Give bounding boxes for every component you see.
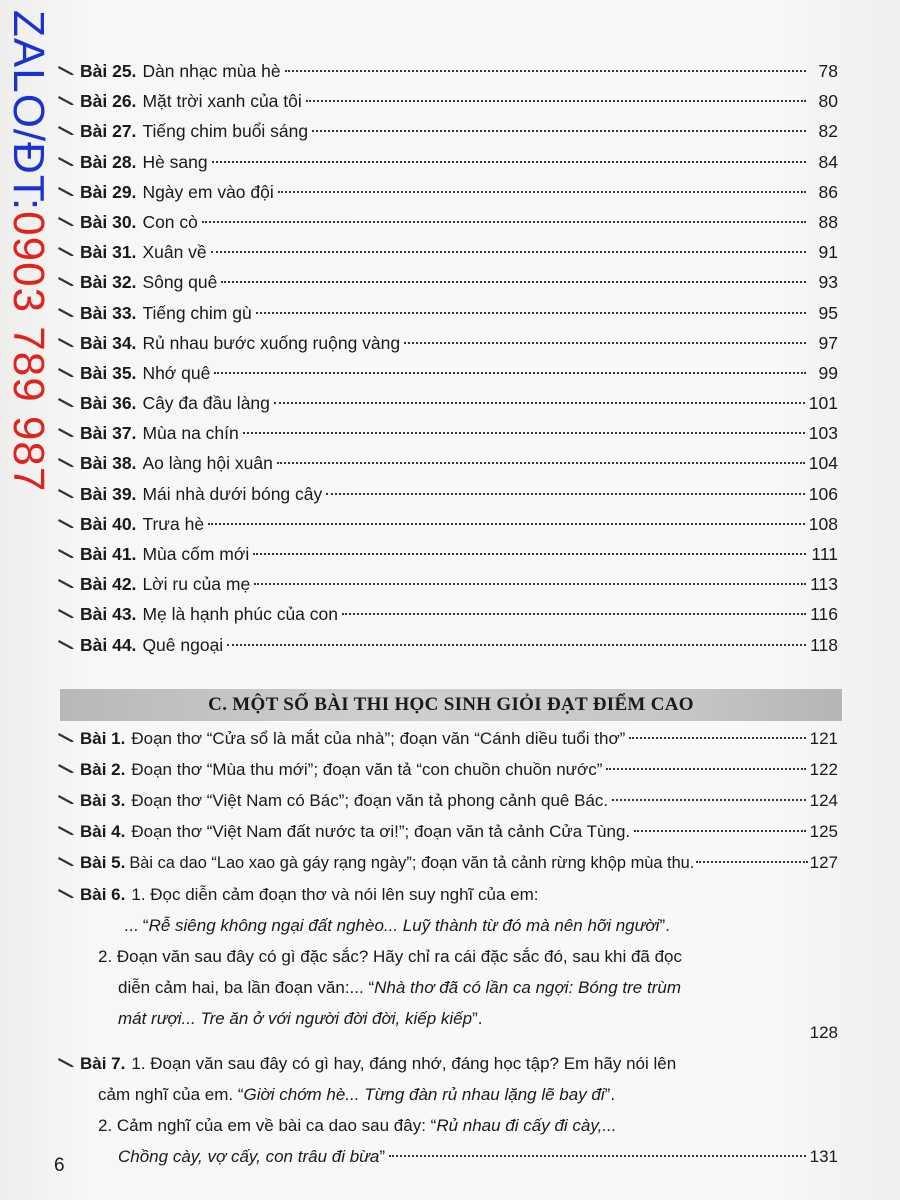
dot-leader [342,598,806,616]
entry-line [58,1110,838,1141]
entry-title: Rủ nhau bước xuống ruộng vàng [142,332,401,353]
dot-leader [253,538,806,556]
dot-leader [634,815,805,832]
entry-page: 128 [809,1023,838,1042]
entry-title: Tiếng chim gù [142,302,252,323]
dot-leader [212,145,806,163]
entry-page: 104 [808,453,838,474]
entry-title: Bài ca dao “Lao xao gà gáy rạng ngày”; đoạn văn tả cảnh rừng khộp mùa thu. [129,854,695,872]
entry-label: Bài 2. [80,760,126,779]
entry-page: 118 [810,634,838,655]
entry-title: Mẹ là hạnh phúc của con [142,604,338,625]
entry-page: 95 [818,302,838,323]
text-segment: diễn cảm hai, ba lần đoạn văn:... “ [118,978,375,997]
entry-label: Bài 36. [80,393,137,414]
section-c-list [58,723,838,1172]
pen-icon [58,115,76,125]
quote-italic: mát rượi... Tre ăn ở với người đời đời, kiếp kiếp [118,1009,473,1028]
dot-leader [306,85,806,103]
pen-icon [58,753,76,763]
toc-entry[interactable] [58,116,838,146]
dot-leader [404,326,806,344]
dot-leader [227,628,806,646]
entry-page: 106 [808,483,838,504]
pen-icon [58,85,76,95]
entry-label: Bài 31. [80,242,137,263]
pen-icon [58,327,76,337]
toc-entry[interactable] [58,599,838,629]
entry-label: Bài 39. [80,483,137,504]
entry-page: 111 [811,544,838,564]
pen-icon [58,206,76,216]
text-segment: ”. [604,1085,616,1104]
entry-page: 103 [808,423,838,444]
page-number: 6 [54,1155,65,1176]
pen-icon [58,447,76,457]
toc-entry[interactable] [58,358,838,388]
pen-icon [58,236,76,246]
entry-page: 108 [808,513,838,534]
pen-icon [58,297,76,307]
toc-entry[interactable] [58,86,838,116]
dot-leader [629,722,805,739]
entry-label: Bài 7. [80,1054,126,1073]
dot-leader [606,753,805,770]
entry-label: Bài 38. [80,453,137,474]
entry-label: Bài 41. [80,544,137,564]
toc-entry[interactable] [58,207,838,237]
entry-line [58,1079,838,1110]
entry-page: 91 [818,242,838,263]
entry-page: 131 [809,1147,838,1166]
dot-leader [202,205,806,223]
entry-title: Đoạn thơ “Mùa thu mới”; đoạn văn tả “con chuồn chuồn nước” [131,760,603,779]
text-segment: 2. Cảm nghĩ của em về bài ca dao sau đây: “ [98,1116,437,1135]
dot-leader [214,356,806,374]
watermark [4,10,53,493]
quote-italic: Nhà thơ đã có lần ca ngợi: Bóng tre trùm [374,978,681,997]
toc-entry[interactable] [58,56,838,86]
entry-title: Xuân về [142,242,207,263]
entry-title: Ao làng hội xuân [142,453,273,474]
pen-icon [58,538,76,548]
dot-leader [254,568,806,586]
entry-line: 2. Đoạn văn sau đây có gì đặc sắc? Hãy chỉ ra cái đặc sắc đó, sau khi đã đọc [98,947,683,966]
section-c-header [60,689,842,721]
pen-icon [58,417,76,427]
entry-title: Quê ngoại [142,634,224,655]
entry-page: 88 [818,211,838,232]
pen-icon [58,146,76,156]
toc-entry[interactable] [58,147,838,177]
entry-label: Bài 44. [80,634,137,655]
entry-line: 1. Đọc diễn cảm đoạn thơ và nói lên suy nghĩ của em: [131,885,539,904]
pen-icon [58,629,76,639]
entry-page: 97 [818,332,838,353]
pen-icon [58,784,76,794]
entry-label: Bài 27. [80,121,137,142]
toc-entry[interactable] [58,785,838,816]
toc-entry[interactable] [58,177,838,207]
entry-page: 124 [809,791,838,810]
entry-label: Bài 35. [80,362,137,383]
toc-entry[interactable] [58,298,838,328]
dot-leader [326,477,805,495]
toc-entry[interactable] [58,509,838,539]
pen-icon [58,1047,76,1057]
entry-line [58,910,838,941]
dot-leader [277,447,805,465]
dot-leader [211,236,806,254]
entry-label: Bài 1. [80,729,126,748]
entry-title: Ngày em vào đội [142,181,274,202]
dot-leader [389,1140,806,1157]
toc-entry[interactable] [58,569,838,599]
entry-line [58,1003,838,1042]
entry-label: Bài 6. [80,885,126,904]
entry-line: 1. Đoạn văn sau đây có gì hay, đáng nhớ, đáng học tập? Em hãy nói lên [131,1054,677,1073]
entry-label: Bài 26. [80,91,137,112]
text-segment: ”. [472,1009,483,1028]
entry-page: 78 [818,61,838,81]
pen-icon [58,815,76,825]
toc-entry[interactable] [58,328,838,358]
text-segment: ”. [659,916,670,935]
entry-title: Đoạn thơ “Việt Nam đất nước ta ơi!”; đoạn văn tả cảnh Cửa Tùng. [131,822,631,841]
entry-title: Mái nhà dưới bóng cây [142,483,323,504]
pen-icon [58,846,76,856]
entry-title: Con cò [142,211,198,232]
entry-page: 93 [818,272,838,293]
entry-title: Lời ru của mẹ [142,574,251,595]
entry-page: 80 [818,91,838,112]
entry-label: Bài 42. [80,574,137,595]
dot-leader [612,784,806,801]
entry-page: 113 [810,574,838,595]
dot-leader [278,175,806,193]
entry-title: Trưa hè [142,513,205,534]
quote-italic: Giời chớm hè... Từng đàn rủ nhau lặng lẽ bay đi [243,1085,605,1104]
toc-entry[interactable] [58,754,838,785]
pen-icon [58,387,76,397]
toc-list [58,56,838,660]
entry-page: 121 [809,729,838,748]
toc-entry[interactable] [58,418,838,448]
section-c-title: C. MỘT SỐ BÀI THI HỌC SINH GIỎI ĐẠT ĐIỂM CAO [208,694,694,715]
watermark-label: ZALO/ĐT: [4,10,53,212]
pen-icon [58,722,76,732]
entry-label: Bài 32. [80,272,137,293]
toc-entry[interactable] [58,237,838,267]
toc-entry[interactable] [58,539,838,569]
toc-entry-multiline[interactable] [58,879,838,1042]
dot-leader [256,296,806,314]
pen-icon [58,357,76,367]
entry-label: Bài 25. [80,61,137,81]
entry-page: 127 [809,853,838,872]
pen-icon [58,55,76,65]
entry-page: 86 [818,181,838,202]
toc-entry[interactable] [58,388,838,418]
text-segment: ” [379,1147,386,1166]
entry-title: Tiếng chim buổi sáng [142,121,309,142]
dot-leader [274,387,805,405]
entry-page: 99 [818,362,838,383]
pen-icon [58,878,76,888]
pen-icon [58,478,76,488]
entry-label: Bài 3. [80,791,126,810]
toc-entry[interactable] [58,448,838,478]
entry-line [58,1141,838,1172]
entry-label: Bài 4. [80,822,126,841]
entry-line [58,972,838,1003]
entry-title: Cây đa đầu làng [142,393,270,414]
dot-leader [312,115,806,133]
toc-entry-multiline[interactable] [58,1048,838,1172]
entry-page: 101 [808,393,838,414]
pen-icon [58,598,76,608]
entry-title: Dàn nhạc mùa hè [142,61,281,81]
entry-title: Hè sang [142,151,208,172]
dot-leader [221,266,806,284]
entry-label: Bài 37. [80,423,137,444]
dot-leader [243,417,805,435]
entry-page: 82 [818,121,838,142]
toc-entry[interactable] [58,267,838,297]
pen-icon [58,508,76,518]
entry-page: 84 [818,151,838,172]
entry-title: Nhớ quê [142,362,211,383]
entry-page: 116 [810,604,838,625]
dot-leader [208,507,805,525]
pen-icon [58,266,76,276]
entry-title: Đoạn thơ “Việt Nam có Bác”; đoạn văn tả phong cảnh quê Bác. [131,791,609,810]
toc-entry[interactable] [58,847,838,879]
entry-label: Bài 40. [80,513,137,534]
pen-icon [58,568,76,578]
entry-title: Đoạn thơ “Cửa sổ là mắt của nhà”; đoạn văn “Cánh diều tuổi thơ” [131,729,626,748]
toc-entry[interactable] [58,630,838,660]
quote-italic: Rủ nhau đi cấy đi cày,... [436,1116,617,1135]
quote-italic: Chồng cày, vợ cấy, con trâu đi bừa [118,1147,380,1166]
quote-italic: Rễ siêng không ngại đất nghèo... Luỹ thành từ đó mà nên hỡi người [148,916,660,935]
entry-label: Bài 43. [80,604,137,625]
toc-entry[interactable] [58,479,838,509]
entry-title: Sông quê [142,272,218,293]
entry-page: 122 [809,760,838,779]
toc-entry[interactable] [58,816,838,847]
entry-label: Bài 34. [80,332,137,353]
pen-icon [58,176,76,186]
entry-title: Mùa na chín [142,423,239,444]
entry-label: Bài 30. [80,211,137,232]
toc-entry[interactable] [58,723,838,754]
text-segment: ... “ [124,916,149,935]
entry-label: Bài 33. [80,302,137,323]
entry-page: 125 [809,822,838,841]
entry-title: Mặt trời xanh của tôi [142,91,302,112]
watermark-phone: 0903 789 987 [4,211,53,493]
dot-leader [696,846,807,863]
dot-leader [285,55,806,73]
entry-label: Bài 5. [80,853,126,872]
entry-label: Bài 29. [80,181,137,202]
entry-title: Mùa cốm mới [142,544,250,564]
entry-label: Bài 28. [80,151,137,172]
text-segment: cảm nghĩ của em. “ [98,1085,244,1104]
